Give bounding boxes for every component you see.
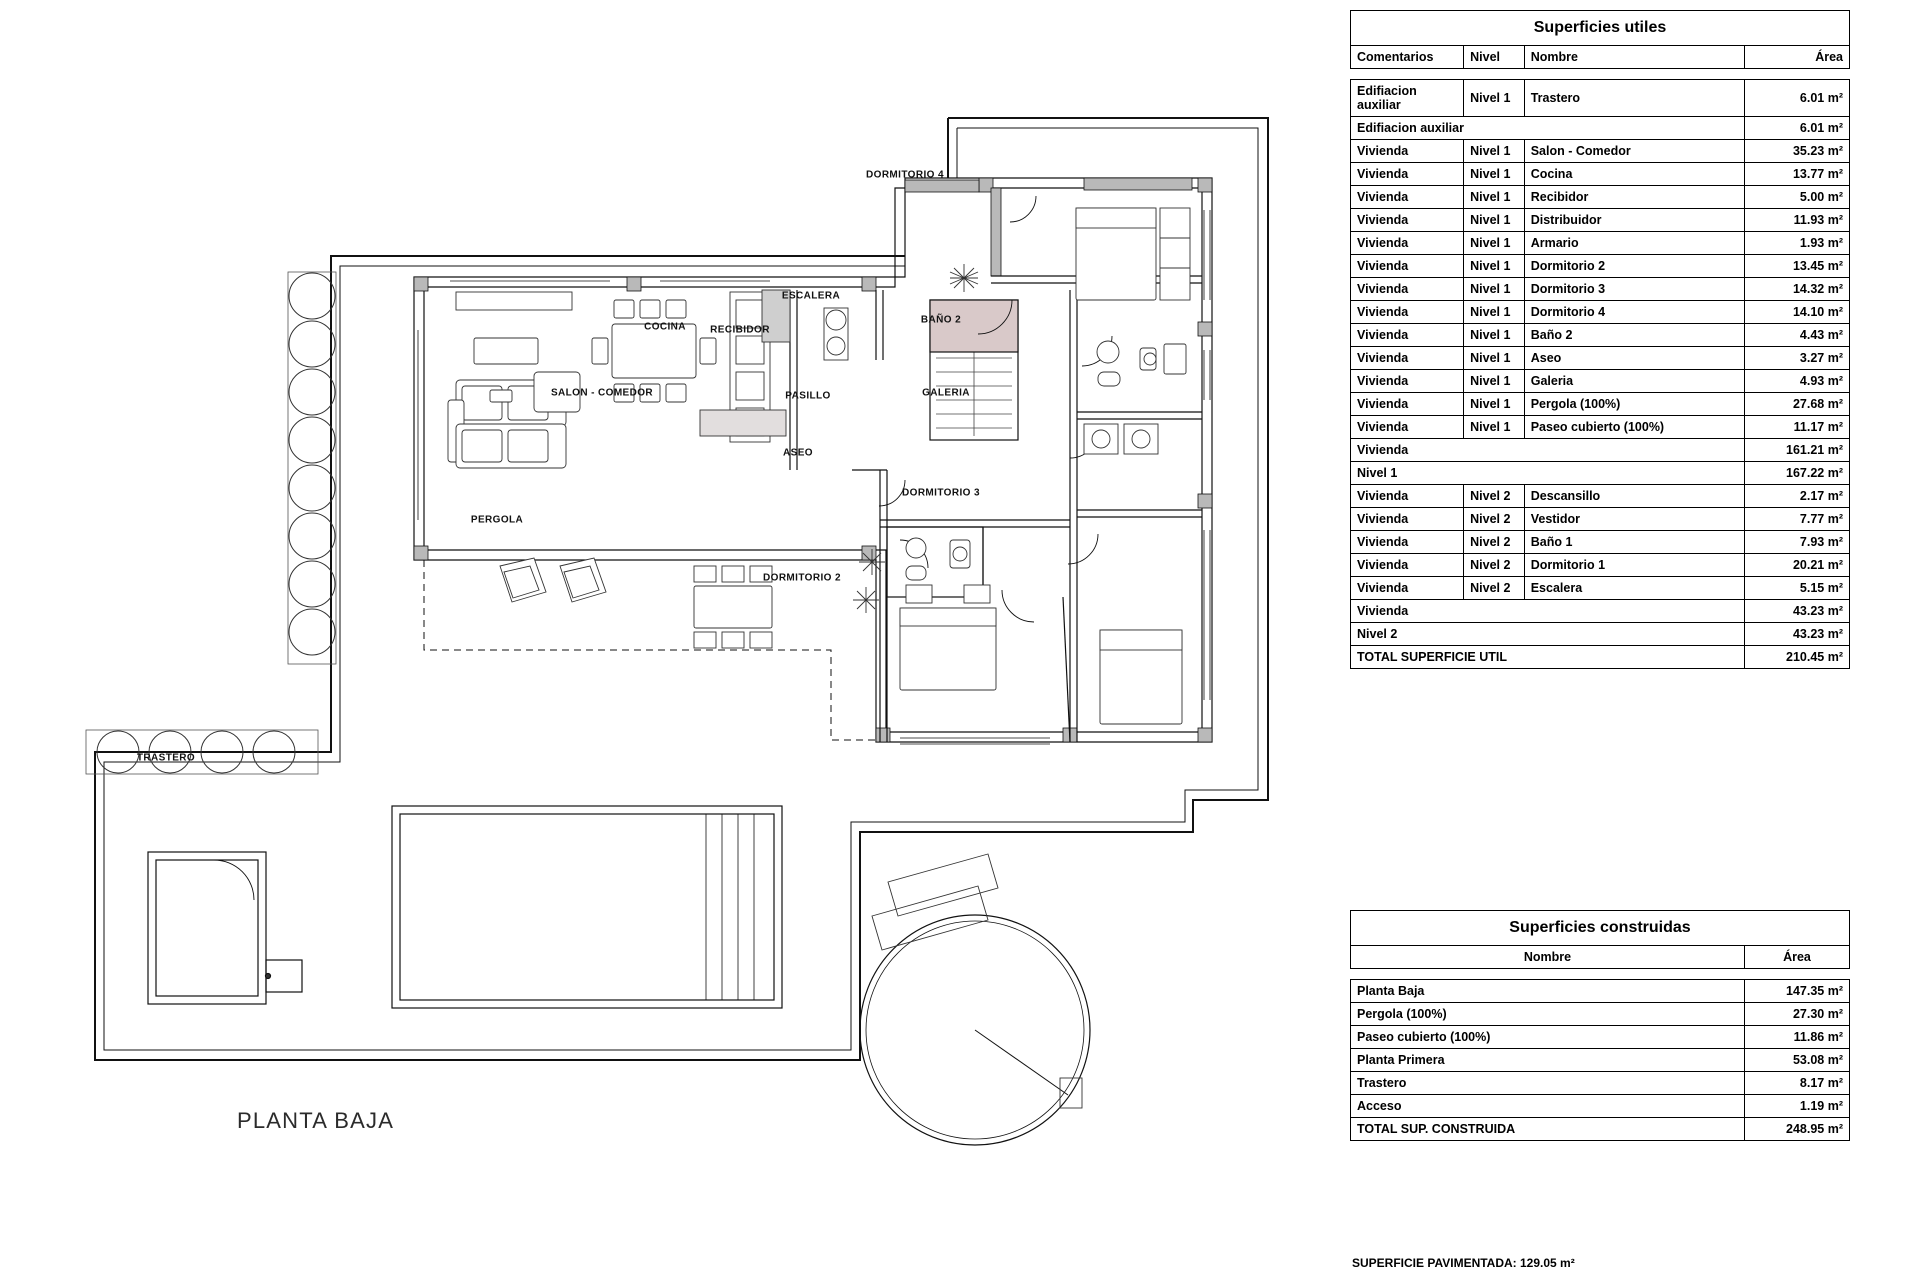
table-grand-total-row <box>1351 1118 1850 1141</box>
room-label-recibidor: RECIBIDOR <box>710 324 770 336</box>
cell-nivel: Nivel 1 <box>1464 163 1525 186</box>
table-row <box>1351 186 1850 209</box>
cell-nombre: Baño 1 <box>1524 531 1744 554</box>
cell-nombre: Cocina <box>1524 163 1744 186</box>
cell-comentario: Edifiacion auxiliar <box>1351 80 1464 117</box>
table-header-row <box>1351 46 1850 69</box>
cell-comentario: Vivienda <box>1351 140 1464 163</box>
superficies-construidas-table <box>1350 910 1850 1141</box>
cell-nombre: Galeria <box>1524 370 1744 393</box>
table-row <box>1351 324 1850 347</box>
cell-area: 3.27 m² <box>1744 347 1849 370</box>
cell-area: 11.93 m² <box>1744 209 1849 232</box>
header-area: Área <box>1744 946 1849 969</box>
table-title-row <box>1351 11 1850 46</box>
cell-nivel: Nivel 1 <box>1464 80 1525 117</box>
cell-nombre: Armario <box>1524 232 1744 255</box>
cell-nivel: Nivel 1 <box>1464 186 1525 209</box>
cell-area: 5.15 m² <box>1744 577 1849 600</box>
header-area: Área <box>1744 46 1849 69</box>
cell-nombre: Baño 2 <box>1524 324 1744 347</box>
cell-nombre: Distribuidor <box>1524 209 1744 232</box>
room-label-cocina: COCINA <box>644 321 686 333</box>
cell-total-area: 43.23 m² <box>1744 623 1849 646</box>
table-spacer <box>1351 969 1850 980</box>
table-spacer <box>1351 69 1850 80</box>
cell-area: 7.77 m² <box>1744 508 1849 531</box>
cell-nombre: Recibidor <box>1524 186 1744 209</box>
room-label-dormitorio-3: DORMITORIO 3 <box>902 487 980 499</box>
table-row <box>1351 347 1850 370</box>
cell-total-label: Edifiacion auxiliar <box>1351 117 1745 140</box>
table-row <box>1351 255 1850 278</box>
cell-nivel: Nivel 1 <box>1464 393 1525 416</box>
room-label-bano-2: BAÑO 2 <box>920 314 962 326</box>
header-comentarios: Comentarios <box>1351 46 1464 69</box>
cell-comentario: Vivienda <box>1351 416 1464 439</box>
cell-nivel: Nivel 1 <box>1464 278 1525 301</box>
room-label-galeria: GALERIA <box>922 387 970 399</box>
cell-total-label: Nivel 2 <box>1351 623 1745 646</box>
header-nombre: Nombre <box>1524 46 1744 69</box>
cell-total-area: 43.23 m² <box>1744 600 1849 623</box>
cell-nivel: Nivel 1 <box>1464 232 1525 255</box>
cell-area: 2.17 m² <box>1744 485 1849 508</box>
cell-comentario: Vivienda <box>1351 255 1464 278</box>
cell-comentario: Vivienda <box>1351 186 1464 209</box>
cell-area: 11.17 m² <box>1744 416 1849 439</box>
table-row <box>1351 416 1850 439</box>
cell-area: 13.45 m² <box>1744 255 1849 278</box>
room-label-salon-comedor: SALON - COMEDOR <box>550 387 654 399</box>
cell-nivel: Nivel 1 <box>1464 370 1525 393</box>
cell-nombre: Pergola (100%) <box>1351 1003 1745 1026</box>
cell-area: 1.19 m² <box>1744 1095 1849 1118</box>
table-row <box>1351 1072 1850 1095</box>
table-row <box>1351 1003 1850 1026</box>
cell-area: 14.10 m² <box>1744 301 1849 324</box>
cell-nombre: Pergola (100%) <box>1524 393 1744 416</box>
table-title-row <box>1351 911 1850 946</box>
cell-nombre: Trastero <box>1351 1072 1745 1095</box>
cell-comentario: Vivienda <box>1351 577 1464 600</box>
cell-nivel: Nivel 2 <box>1464 485 1525 508</box>
superficies-utiles-table <box>1350 10 1850 669</box>
cell-comentario: Vivienda <box>1351 393 1464 416</box>
cell-comentario: Vivienda <box>1351 531 1464 554</box>
room-label-dormitorio-4: DORMITORIO 4 <box>866 169 944 181</box>
cell-area: 7.93 m² <box>1744 531 1849 554</box>
cell-comentario: Vivienda <box>1351 278 1464 301</box>
table-row <box>1351 1095 1850 1118</box>
cell-area: 8.17 m² <box>1744 1072 1849 1095</box>
cell-nombre: Planta Baja <box>1351 980 1745 1003</box>
table-row <box>1351 80 1850 117</box>
room-label-escalera: ESCALERA <box>781 290 841 302</box>
table-row <box>1351 577 1850 600</box>
cell-nombre: Dormitorio 4 <box>1524 301 1744 324</box>
cell-nivel: Nivel 1 <box>1464 140 1525 163</box>
table-row <box>1351 301 1850 324</box>
header-nivel: Nivel <box>1464 46 1525 69</box>
cell-area: 6.01 m² <box>1744 80 1849 117</box>
room-label-pasillo: PASILLO <box>785 390 831 402</box>
cell-area: 147.35 m² <box>1744 980 1849 1003</box>
cell-nombre: Dormitorio 1 <box>1524 554 1744 577</box>
cell-area: 35.23 m² <box>1744 140 1849 163</box>
cell-comentario: Vivienda <box>1351 324 1464 347</box>
cell-total-area: 167.22 m² <box>1744 462 1849 485</box>
cell-grand-total-label: TOTAL SUP. CONSTRUIDA <box>1351 1118 1745 1141</box>
cell-nivel: Nivel 1 <box>1464 301 1525 324</box>
schedules-panel <box>1348 0 1908 1280</box>
cell-area: 27.30 m² <box>1744 1003 1849 1026</box>
cell-comentario: Vivienda <box>1351 485 1464 508</box>
cell-nivel: Nivel 2 <box>1464 554 1525 577</box>
room-label-trastero: TRASTERO <box>136 752 196 764</box>
table-total-row <box>1351 600 1850 623</box>
cell-nombre: Dormitorio 3 <box>1524 278 1744 301</box>
table-row <box>1351 209 1850 232</box>
cell-comentario: Vivienda <box>1351 301 1464 324</box>
room-label-pergola: PERGOLA <box>470 514 524 526</box>
cell-nombre: Descansillo <box>1524 485 1744 508</box>
cell-nivel: Nivel 2 <box>1464 531 1525 554</box>
table-row <box>1351 554 1850 577</box>
superficies-construidas-title: Superficies construidas <box>1351 911 1850 946</box>
cell-area: 27.68 m² <box>1744 393 1849 416</box>
table-row <box>1351 163 1850 186</box>
cell-area: 1.93 m² <box>1744 232 1849 255</box>
cell-comentario: Vivienda <box>1351 554 1464 577</box>
cell-comentario: Vivienda <box>1351 163 1464 186</box>
table-row <box>1351 232 1850 255</box>
cell-area: 53.08 m² <box>1744 1049 1849 1072</box>
cell-nombre: Acceso <box>1351 1095 1745 1118</box>
cell-nombre: Salon - Comedor <box>1524 140 1744 163</box>
table-total-row <box>1351 462 1850 485</box>
cell-nombre: Escalera <box>1524 577 1744 600</box>
table-row <box>1351 485 1850 508</box>
cell-nivel: Nivel 2 <box>1464 577 1525 600</box>
cell-nombre: Aseo <box>1524 347 1744 370</box>
cell-area: 14.32 m² <box>1744 278 1849 301</box>
cell-total-area: 6.01 m² <box>1744 117 1849 140</box>
cell-nombre: Vestidor <box>1524 508 1744 531</box>
table-grand-total-row <box>1351 646 1850 669</box>
table-row <box>1351 140 1850 163</box>
cell-nivel: Nivel 1 <box>1464 209 1525 232</box>
cell-grand-total-area: 210.45 m² <box>1744 646 1849 669</box>
cell-nivel: Nivel 1 <box>1464 416 1525 439</box>
header-nombre: Nombre <box>1351 946 1745 969</box>
table-row <box>1351 531 1850 554</box>
cell-total-label: Vivienda <box>1351 439 1745 462</box>
room-label-dormitorio-2: DORMITORIO 2 <box>763 572 841 584</box>
table-header-row <box>1351 946 1850 969</box>
superficie-pavimentada-note: SUPERFICIE PAVIMENTADA: 129.05 m² <box>1352 1256 1575 1270</box>
cell-grand-total-area: 248.95 m² <box>1744 1118 1849 1141</box>
table-row <box>1351 508 1850 531</box>
cell-grand-total-label: TOTAL SUPERFICIE UTIL <box>1351 646 1745 669</box>
cell-comentario: Vivienda <box>1351 347 1464 370</box>
cell-total-area: 161.21 m² <box>1744 439 1849 462</box>
table-row <box>1351 1026 1850 1049</box>
cell-comentario: Vivienda <box>1351 370 1464 393</box>
table-row <box>1351 370 1850 393</box>
cell-nivel: Nivel 1 <box>1464 347 1525 370</box>
cell-nombre: Paseo cubierto (100%) <box>1524 416 1744 439</box>
cell-area: 4.43 m² <box>1744 324 1849 347</box>
table-total-row <box>1351 623 1850 646</box>
cell-nombre: Paseo cubierto (100%) <box>1351 1026 1745 1049</box>
cell-area: 13.77 m² <box>1744 163 1849 186</box>
room-label-aseo: ASEO <box>783 447 813 459</box>
cell-area: 11.86 m² <box>1744 1026 1849 1049</box>
cell-nombre: Dormitorio 2 <box>1524 255 1744 278</box>
cell-comentario: Vivienda <box>1351 209 1464 232</box>
table-row <box>1351 1049 1850 1072</box>
table-total-row <box>1351 439 1850 462</box>
cell-nombre: Planta Primera <box>1351 1049 1745 1072</box>
cell-nivel: Nivel 1 <box>1464 324 1525 347</box>
cell-nombre: Trastero <box>1524 80 1744 117</box>
table-row <box>1351 980 1850 1003</box>
table-row <box>1351 393 1850 416</box>
superficies-utiles-title: Superficies utiles <box>1351 11 1850 46</box>
cell-area: 4.93 m² <box>1744 370 1849 393</box>
plan-title: PLANTA BAJA <box>237 1108 395 1133</box>
cell-nivel: Nivel 2 <box>1464 508 1525 531</box>
cell-total-label: Vivienda <box>1351 600 1745 623</box>
cell-area: 5.00 m² <box>1744 186 1849 209</box>
table-row <box>1351 278 1850 301</box>
table-total-row <box>1351 117 1850 140</box>
cell-nivel: Nivel 1 <box>1464 255 1525 278</box>
cell-area: 20.21 m² <box>1744 554 1849 577</box>
cell-comentario: Vivienda <box>1351 508 1464 531</box>
cell-total-label: Nivel 1 <box>1351 462 1745 485</box>
cell-comentario: Vivienda <box>1351 232 1464 255</box>
